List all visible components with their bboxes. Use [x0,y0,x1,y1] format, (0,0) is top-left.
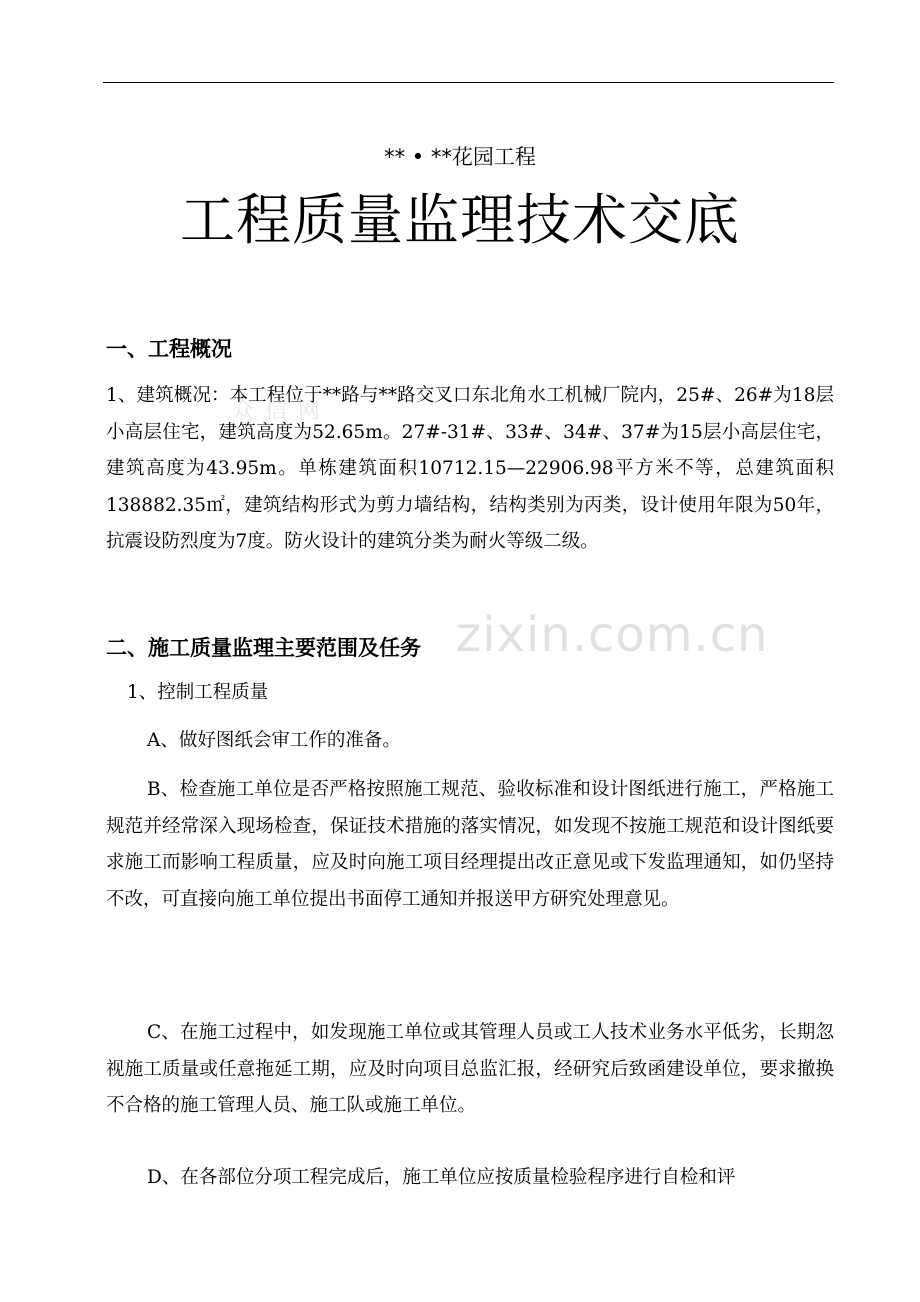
watermark-small-text: 众 信 网 [232,399,322,424]
watermark-text: zixin.com.cn [456,607,769,663]
paragraph-item-c: C、在施工过程中，如发现施工单位或其管理人员或工人技术业务水平低劣，长期忽视施工质量或任意拖延工期，应及时向项目总监汇报，经研究后致函建设单位，要求撤换不合格的施工管理人员、施工队或施工单位。 [106,1022,834,1116]
paragraph-building-overview: 1、建筑概况：本工程位于**路与**路交叉口东北角水工机械厂院内，25#、26#为18层小高层住宅，建筑高度为52.65m。27#-31#、33#、34#、37#为15层小高层住宅，建筑高度为43.95m。单栋建筑面积10712.15—22906.98平方米不等，总建筑面积138882.35㎡，建筑结构形式为剪力墙结构，结构类别为丙类，设计使用年限为50年，抗震设防烈度为7度。防火设计的建筑分类为耐火等级二级。 [106,385,834,552]
top-rule [103,82,834,83]
paragraph-item-a: A、做好图纸会审工作的准备。 [147,730,401,751]
paragraph-control-quality: 1、控制工程质量 [127,682,269,703]
section-heading-scope: 二、施工质量监理主要范围及任务 [106,636,421,660]
document-title: 工程质量监理技术交底 [179,188,740,252]
paragraph-item-d: D、在各部位分项工程完成后，施工单位应按质量检验程序进行自检和评 [147,1167,736,1188]
section-heading-overview: 一、工程概况 [106,337,232,361]
document-subtitle: ** • **花园工程 [384,145,536,169]
paragraph-item-b: B、检查施工单位是否严格按照施工规范、验收标准和设计图纸进行施工，严格施工规范并经常深入现场检查，保证技术措施的落实情况，如发现不按施工规范和设计图纸要求施工而影响工程质量，应及时向施工项目经理提出改正意见或下发监理通知，如仍坚持不改，可直接向施工单位提出书面停工通知并报送甲方研究处理意见。 [106,779,834,910]
